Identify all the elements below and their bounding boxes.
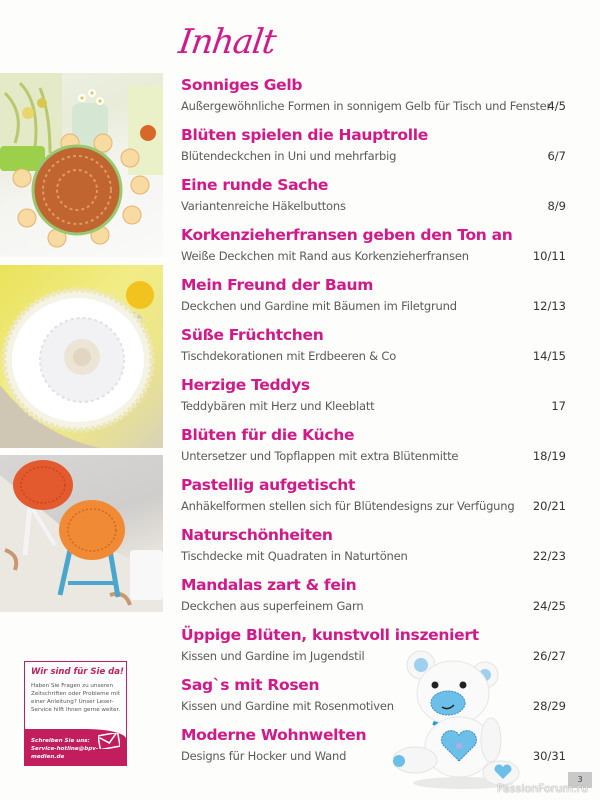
toc-entry-page: 20/21: [532, 499, 566, 513]
toc-entry-page: 18/19: [532, 449, 566, 463]
toc-entry[interactable]: [181, 524, 566, 574]
toc-entry-page: 30/31: [532, 749, 566, 763]
toc-entry-description: Teddybären mit Herz und Kleeblatt: [181, 399, 375, 413]
contact-email-link[interactable]: Service-hotline@bpv-medien.de: [31, 746, 99, 760]
toc-entry-description: Variantenreiche Häkelbuttons: [181, 199, 346, 213]
toc-entry-title: Mandalas zart & fein: [181, 576, 357, 594]
toc-entry-title: Naturschönheiten: [181, 526, 333, 544]
toc-entry-title: Korkenzieherfransen geben den Ton an: [181, 226, 513, 244]
toc-entry-page: 17: [551, 399, 566, 413]
toc-entry-title: Mein Freund der Baum: [181, 276, 374, 294]
toc-entry[interactable]: [181, 324, 566, 374]
info-box-text: Haben Sie Fragen zu unseren Zeitschriften oder Probleme mit einer Anleitung? Unser Leser-Service hilft Ihnen gerne weiter.: [31, 683, 121, 713]
toc-entry[interactable]: [181, 124, 566, 174]
toc-entry-page: 12/13: [532, 299, 566, 313]
toc-entry[interactable]: [181, 174, 566, 224]
toc-entry-description: Tischdekorationen mit Erdbeeren & Co: [181, 349, 397, 363]
photo-orange-flower-doily: [0, 73, 163, 257]
watermark: PassionForum.ru: [497, 782, 588, 795]
toc-entry-description: Blütendeckchen in Uni und mehrfarbig: [181, 149, 397, 163]
toc-entry-title: Eine runde Sache: [181, 176, 329, 194]
toc-entry-description: Tischdecke mit Quadraten in Naturtönen: [181, 549, 408, 563]
info-box-contact: [31, 737, 99, 761]
toc-entry-page: 22/23: [532, 549, 566, 563]
toc-entry[interactable]: [181, 424, 566, 474]
toc-entry-description: Weiße Deckchen mit Rand aus Korkenzieherfransen: [181, 249, 469, 263]
toc-entry[interactable]: [181, 224, 566, 274]
toc-entry-description: Anhäkelformen stellen sich für Blütendesigns zur Verfügung: [181, 499, 515, 513]
toc-entry-description: Deckchen aus superfeinem Garn: [181, 599, 364, 613]
info-box-footer: [25, 729, 126, 765]
contact-label: Schreiben Sie uns:: [31, 738, 90, 744]
info-box-title: Wir sind für Sie da!: [31, 667, 124, 677]
toc-entry-title: Süße Früchtchen: [181, 326, 324, 344]
toc-entry[interactable]: [181, 374, 566, 424]
toc-entry[interactable]: [181, 274, 566, 324]
toc-entry[interactable]: [181, 574, 566, 624]
toc-entry-description: Deckchen und Gardine mit Bäumen im Filetgrund: [181, 299, 457, 313]
reader-service-box: [24, 661, 127, 766]
toc-entry-description: Außergewöhnliche Formen in sonnigem Gelb für Tisch und Fenster: [181, 99, 552, 113]
toc-entry-title: Sonniges Gelb: [181, 76, 303, 94]
toc-entry-page: 28/29: [532, 699, 566, 713]
toc-entry-page: 14/15: [532, 349, 566, 363]
toc-entry[interactable]: [181, 474, 566, 524]
page-title: Inhalt: [176, 22, 278, 62]
toc-entry-title: Üppige Blüten, kunstvoll inszeniert: [181, 626, 479, 644]
toc-entry-title: Sag`s mit Rosen: [181, 676, 320, 694]
page-number: 3: [568, 772, 592, 788]
toc-entry-page: 4/5: [547, 99, 566, 113]
mail-icon: [98, 733, 120, 753]
photo-crochet-stools: [0, 455, 163, 612]
toc-entry-title: Herzige Teddys: [181, 376, 310, 394]
toc-entry-description: Kissen und Gardine mit Rosenmotiven: [181, 699, 394, 713]
toc-entry[interactable]: [181, 74, 566, 124]
toc-entry-page: 6/7: [547, 149, 566, 163]
toc-entry-title: Blüten für die Küche: [181, 426, 355, 444]
toc-entry-page: 10/11: [532, 249, 566, 263]
toc-entry-page: 24/25: [532, 599, 566, 613]
toc-entry-page: 26/27: [532, 649, 566, 663]
toc-entry-description: Untersetzer und Topflappen mit extra Blütenmitte: [181, 449, 459, 463]
toc-entry-title: Blüten spielen die Hauptrolle: [181, 126, 428, 144]
toc-entry-page: 8/9: [547, 199, 566, 213]
toc-entry-description: Kissen und Gardine im Jugendstil: [181, 649, 365, 663]
toc-entry-title: Pastellig aufgetischt: [181, 476, 356, 494]
photo-white-doily-yellow: [0, 265, 163, 448]
toc-entry-title: Moderne Wohnwelten: [181, 726, 367, 744]
toc-entry-description: Designs für Hocker und Wand: [181, 749, 347, 763]
photo-teddy-bear: [393, 645, 523, 790]
